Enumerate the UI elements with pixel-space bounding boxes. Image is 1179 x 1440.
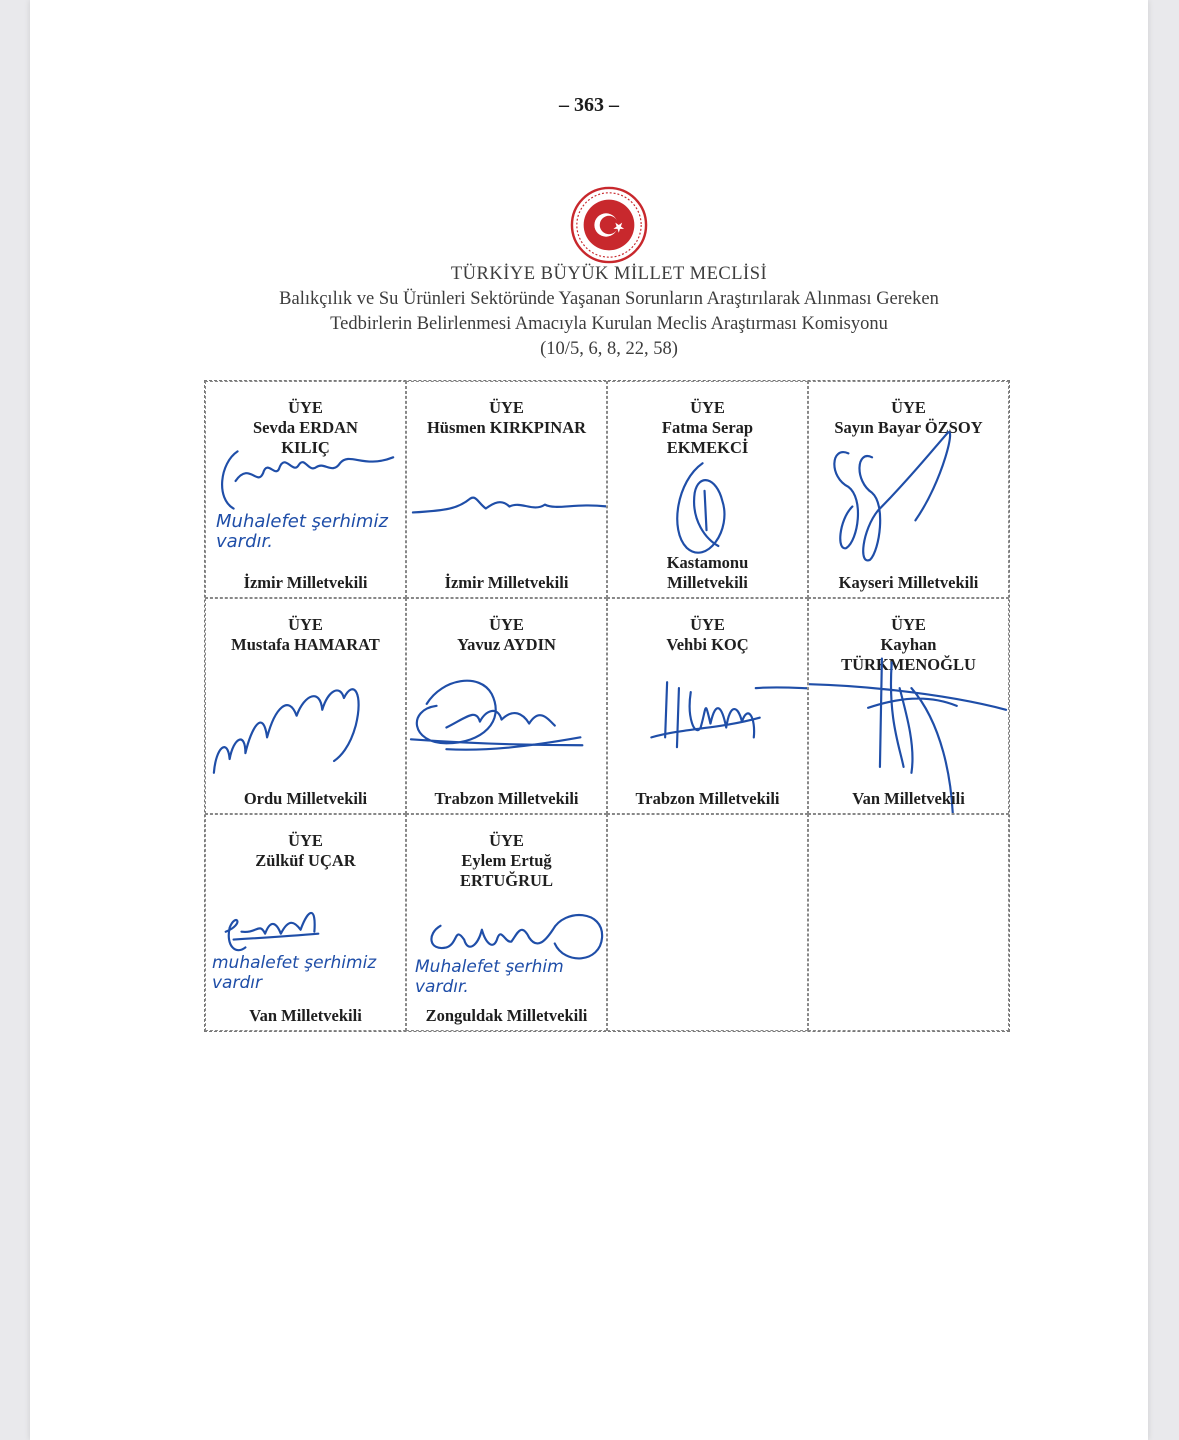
commission-title-line-1: Balıkçılık ve Su Ürünleri Sektöründe Yaşanan Sorunların Araştırılarak Alınması Gereken (279, 289, 939, 309)
member-name: Kayhan TÜRKMENOĞLU (841, 634, 976, 674)
member-constituency: Trabzon Milletvekili (434, 789, 579, 809)
member-cell (808, 381, 1009, 598)
member-role: ÜYE (891, 398, 926, 417)
member-name: Vehbi KOÇ (666, 634, 749, 654)
member-cell (205, 381, 406, 598)
member-cell (205, 598, 406, 815)
empty-cell (808, 814, 1009, 1031)
empty-cell (607, 814, 808, 1031)
document-page (30, 0, 1148, 1440)
member-constituency: Trabzon Milletvekili (635, 789, 780, 809)
member-role: ÜYE (288, 831, 323, 851)
member-role: ÜYE (690, 614, 725, 634)
member-name: Mustafa HAMARAT (231, 634, 380, 654)
member-constituency: Van Milletvekili (852, 789, 965, 809)
member-constituency: Zonguldak Milletvekili (425, 1006, 588, 1025)
member-constituency: Ordu Milletvekili (243, 789, 368, 809)
member-role: ÜYE (288, 398, 323, 417)
page-number: – 363 – (559, 94, 619, 116)
member-name: Sayın Bayar ÖZSOY (834, 418, 983, 437)
member-cell (808, 598, 1009, 815)
member-cell (406, 381, 607, 598)
member-role: ÜYE (489, 614, 524, 634)
commission-title-line-2: Tedbirlerin Belirlenmesi Amacıyla Kurulan Meclis Araştırması Komisyonu (330, 314, 888, 334)
document-header (30, 262, 1179, 362)
member-cell (205, 814, 406, 1031)
member-cell (607, 598, 808, 815)
tbmm-seal-emblem (570, 186, 648, 264)
institution-title: TÜRKİYE BÜYÜK MİLLET MECLİSİ (450, 264, 768, 284)
member-constituency: İzmir Milletvekili (243, 572, 368, 592)
member-cell (406, 598, 607, 815)
member-name: Zülküf UÇAR (255, 851, 356, 871)
member-constituency: İzmir Milletvekili (444, 572, 569, 592)
member-name: Eylem Ertuğ ERTUĞRUL (460, 851, 553, 891)
member-role: ÜYE (489, 398, 524, 417)
member-constituency: Kastamonu Milletvekili (666, 552, 749, 592)
member-role: ÜYE (891, 614, 926, 634)
member-constituency: Kayseri Milletvekili (838, 572, 979, 592)
commission-number: (10/5, 6, 8, 22, 58) (540, 339, 678, 359)
dissent-note: Muhalefet şerhimiz vardır. (216, 511, 388, 552)
member-name: Yavuz AYDIN (457, 634, 556, 654)
member-role: ÜYE (690, 398, 725, 417)
dissent-note: muhalefet şerhimiz vardır (212, 953, 377, 994)
member-name: Sevda ERDAN KILIÇ (253, 418, 358, 457)
signature-table (204, 380, 1010, 1032)
member-cell (607, 381, 808, 598)
member-role: ÜYE (489, 831, 524, 851)
member-cell (406, 814, 607, 1031)
member-constituency: Van Milletvekili (249, 1006, 362, 1025)
member-name: Hüsmen KIRKPINAR (426, 418, 587, 437)
member-name: Fatma Serap EKMEKCİ (661, 418, 754, 457)
dissent-note: Muhalefet şerhim vardır. (415, 957, 564, 998)
member-role: ÜYE (288, 614, 323, 634)
